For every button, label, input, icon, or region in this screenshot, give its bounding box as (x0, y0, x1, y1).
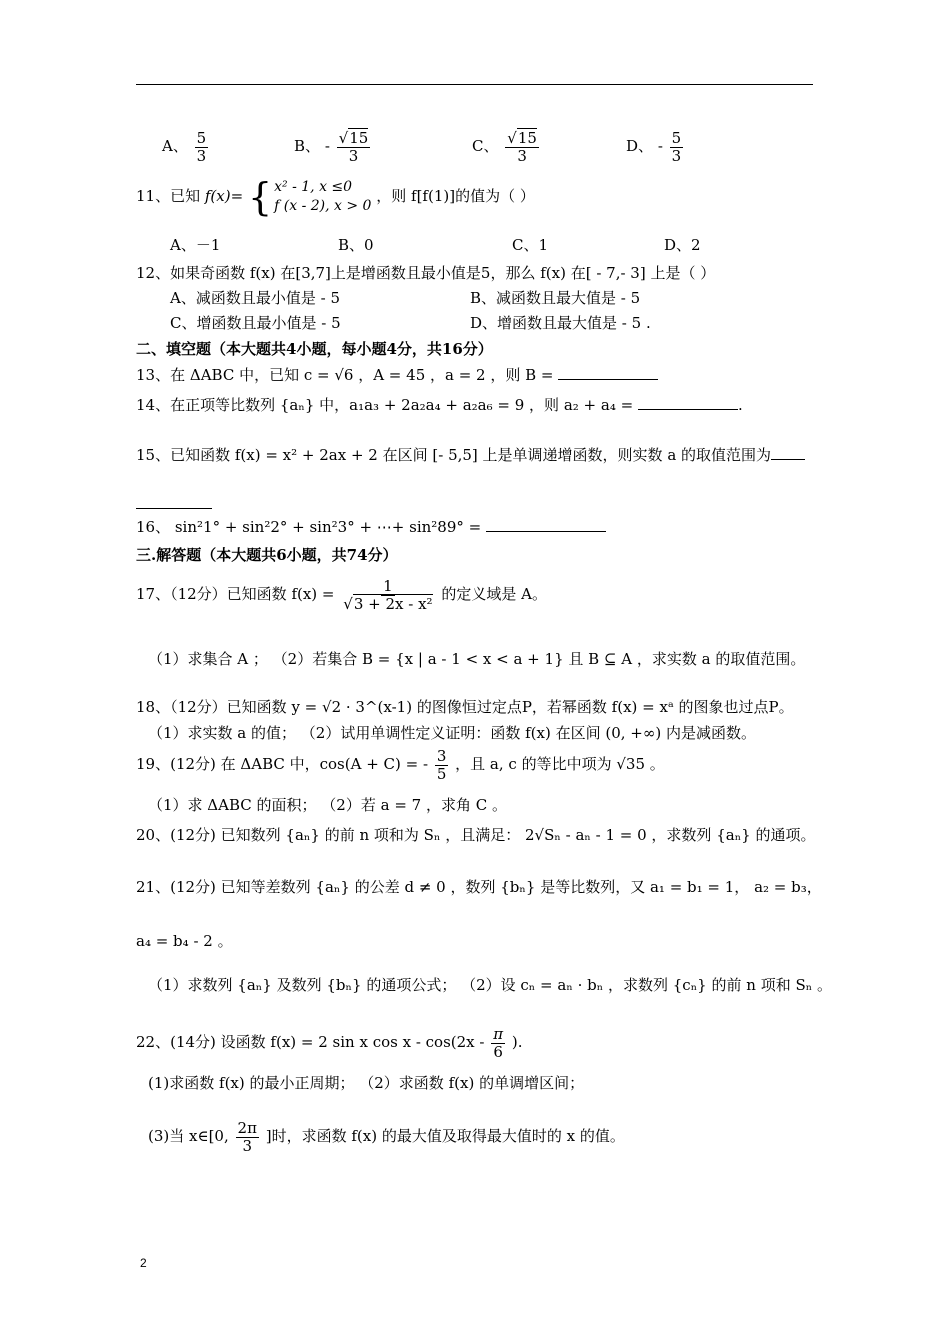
q18-subquestions: （1）求实数 a 的值； （2）试用单调性定义证明：函数 f(x) 在区间 (0, +∞) 内是减函数。 (148, 724, 756, 742)
q10-option-c: C、 $\frac{√15}{3}$ (472, 129, 537, 165)
q11-option-b: B、0 (338, 236, 374, 254)
q17-subquestions: （1）求集合 A ； （2）若集合 B = {x | a - 1 < x < a + 1} 且 B ⊆ A ，求实数 a 的取值范围。 (148, 650, 806, 668)
question-11: 11、已知 f(x)= { x² - 1, x ≤0 f (x - 2), x > 0 ，则 f[f(1)]的值为（ ） (136, 175, 535, 219)
q22-subquestion-3: (3)当 x∈[0, $\frac{2\pi}{3}$ ]时，求函数 f(x) 的最大值及取得最大值时的 x 的值。 (148, 1119, 625, 1155)
question-14: 14、在正项等比数列 {aₙ} 中，a₁a₃ + 2a₂a₄ + a₂a₆ = 9 ，则 a₂ + a₄ = . (136, 396, 743, 414)
q22-subquestions-1-2: (1)求函数 f(x) 的最小正周期； （2）求函数 f(x) 的单调增区间； (148, 1074, 585, 1092)
q10-option-d: D、 - $\frac{5}{3}$ (626, 129, 682, 165)
question-20: 20、(12分) 已知数列 {aₙ} 的前 n 项和为 Sₙ ，且满足： 2√Sₙ - aₙ - 1 = 0 ，求数列 {aₙ} 的通项。 (136, 826, 816, 844)
q11-option-c: C、1 (512, 236, 549, 254)
question-12: 12、如果奇函数 f(x) 在[3,7]上是增函数且最小值是5，那么 f(x) 在[ - 7,- 3] 上是（ ） (136, 264, 716, 282)
section-2-heading: 二、填空题（本大题共4小题，每小题4分，共16分） (136, 340, 493, 358)
q12-option-d: D、增函数且最大值是 - 5 . (470, 314, 651, 332)
question-22: 22、(14分) 设函数 f(x) = 2 sin x cos x - cos(2x - $\frac{\pi}{6}$ ). (136, 1025, 523, 1061)
q15-blank-continued (136, 508, 212, 509)
question-18: 18、（12分）已知函数 y = √2 · 3^(x-1) 的图像恒过定点P，若幂函数 f(x) = xᵃ 的图象也过点P。 (136, 698, 794, 716)
question-17: 17、（12分）已知函数 f(x) = $\frac{1}{\text{√3 + 2x - x²}}$ 的定义域是 A。 (136, 577, 547, 613)
section-3-heading: 三.解答题（本大题共6小题，共74分） (136, 546, 398, 564)
q21-subquestions: （1）求数列 {aₙ} 及数列 {bₙ} 的通项公式； （2）设 cₙ = aₙ · bₙ ，求数列 {cₙ} 的前 n 项和 Sₙ 。 (148, 976, 832, 994)
q12-option-c: C、增函数且最小值是 - 5 (170, 314, 341, 332)
question-16: 16、 sin²1° + sin²2° + sin²3° + ⋯+ sin²89° = (136, 518, 606, 536)
q21-line-2: a₄ = b₄ - 2 。 (136, 932, 233, 950)
q19-subquestions: （1）求 ΔABC 的面积； （2）若 a = 7 ，求角 C 。 (148, 796, 507, 814)
page-number: 2 (140, 1256, 147, 1270)
question-15: 15、已知函数 f(x) = x² + 2ax + 2 在区间 [- 5,5] 上是单调递增函数，则实数 a 的取值范围为 (136, 446, 805, 464)
q10-option-b: B、 - $\frac{√15}{3}$ (294, 129, 369, 165)
q12-option-b: B、减函数且最大值是 - 5 (470, 289, 641, 307)
q11-option-a: A、－1 (170, 236, 221, 254)
header-rule (136, 84, 813, 85)
piecewise-function: { x² - 1, x ≤0 f (x - 2), x > 0 (247, 175, 372, 219)
q11-option-d: D、2 (664, 236, 701, 254)
q10-option-a: A、 $\frac{5}{3}$ (162, 129, 207, 165)
question-13: 13、在 ΔABC 中，已知 c = √6 ，A = 45 ，a = 2 ，则 B = (136, 366, 658, 384)
q12-option-a: A、减函数且最小值是 - 5 (170, 289, 340, 307)
question-21: 21、(12分) 已知等差数列 {aₙ} 的公差 d ≠ 0 ，数列 {bₙ} 是等比数列，又 a₁ = b₁ = 1， a₂ = b₃， (136, 878, 822, 896)
question-19: 19、(12分) 在 ΔABC 中，cos(A + C) = - $\frac{3}{5}$ ，且 a, c 的等比中项为 √35 。 (136, 747, 665, 783)
